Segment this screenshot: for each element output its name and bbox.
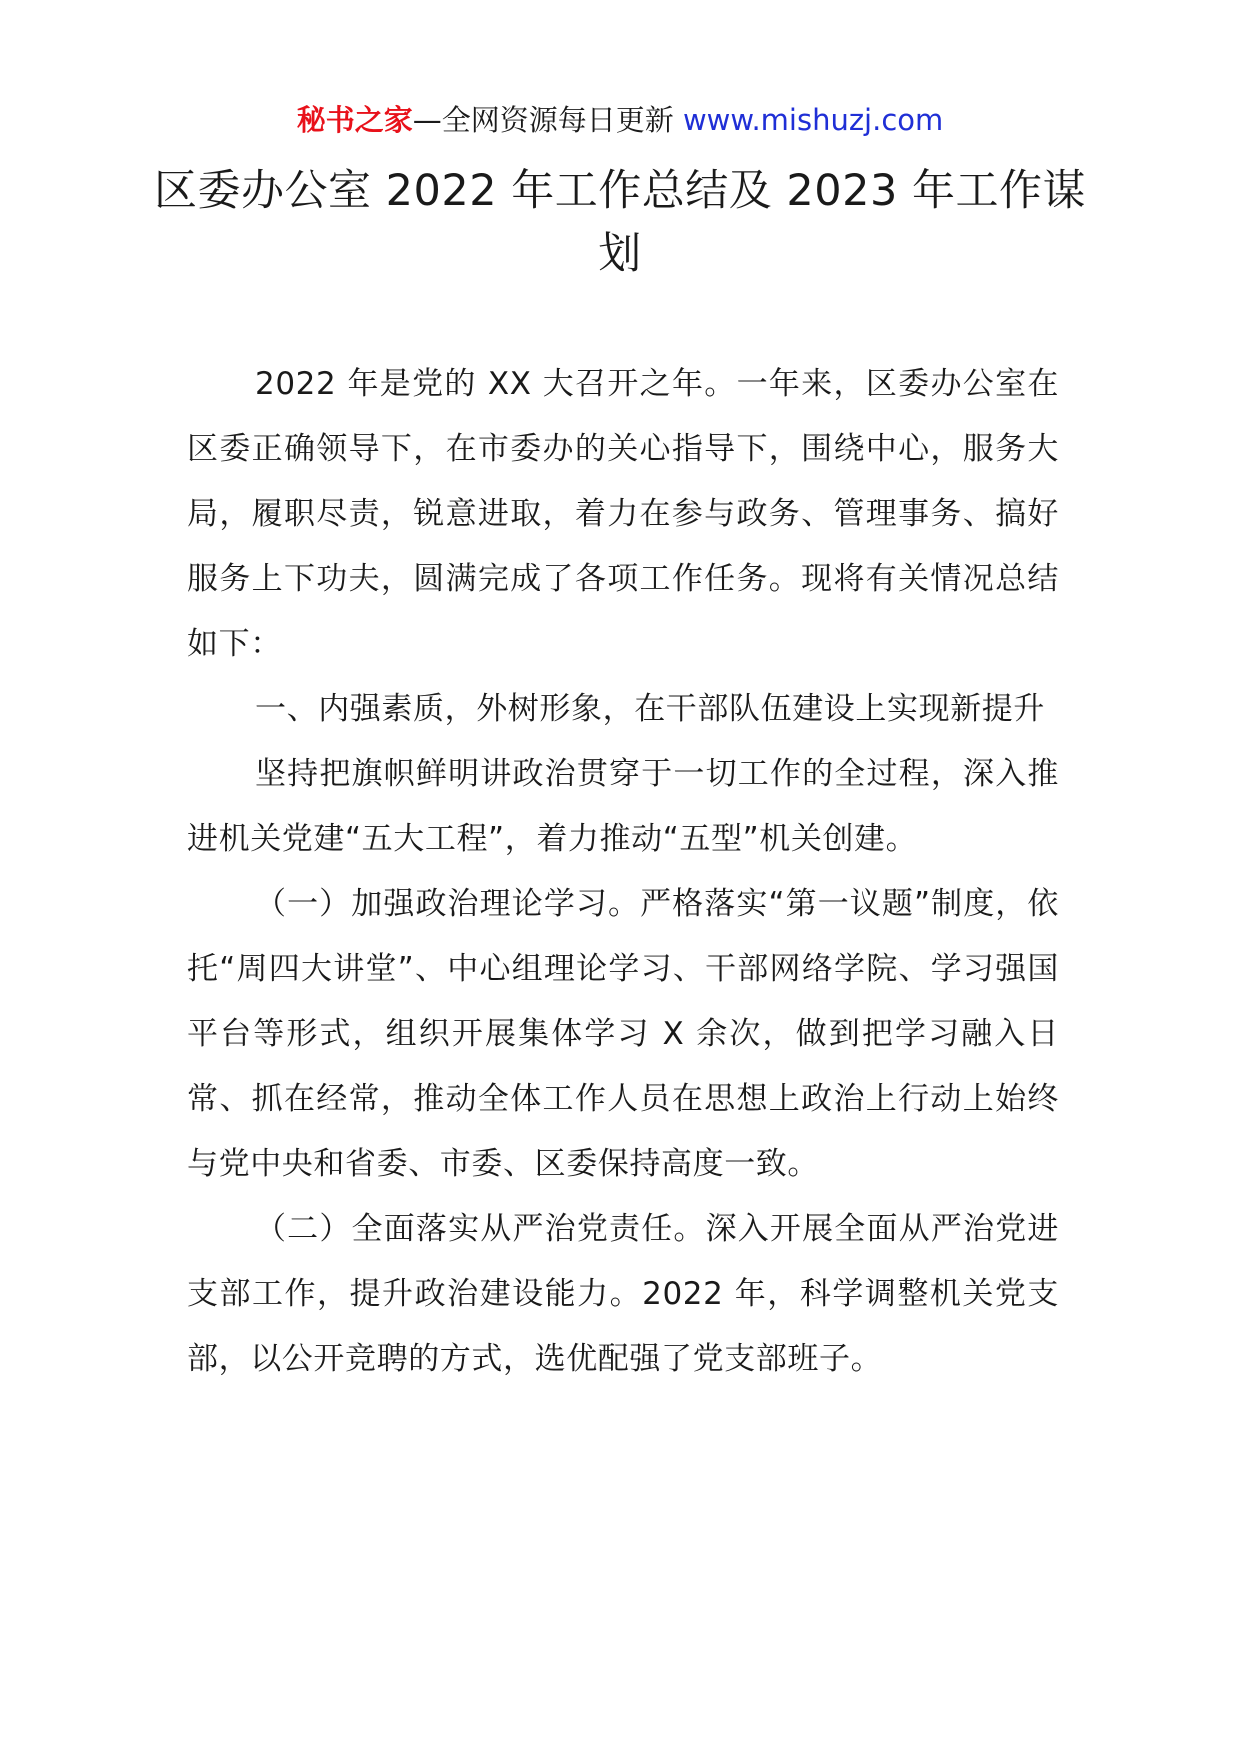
paragraph-section-1: 坚持把旗帜鲜明讲政治贯穿于一切工作的全过程，深入推进机关党建“五大工程”，着力推动“五型”机关创建。	[187, 756, 1059, 857]
document-body	[187, 352, 1059, 1392]
site-header	[0, 100, 1240, 140]
paragraph-intro: 2022 年是党的 XX 大召开之年。一年来，区委办公室在区委正确领导下，在市委办的关心指导下，围绕中心，服务大局，履职尽责，锐意进取，着力在参与政务、管理事务、搞好服务上下功夫，圆满完成了各项工作任务。现将有关情况总结如下：	[187, 366, 1059, 662]
site-url-link[interactable]: www.mishuzj.com	[682, 103, 944, 137]
header-tagline: —全网资源每日更新	[412, 103, 683, 137]
paragraph-item-1: （一）加强政治理论学习。严格落实“第一议题”制度，依托“周四大讲堂”、中心组理论学习、干部网络学院、学习强国平台等形式，组织开展集体学习 X 余次，做到把学习融入日常、抓在经常，推动全体工作人员在思想上政治上行动上始终与党中央和省委、市委、区委保持高度一致。	[187, 886, 1059, 1182]
brand-name: 秘书之家	[296, 103, 413, 137]
section-heading-1: 一、内强素质，外树形象，在干部队伍建设上实现新提升	[255, 691, 1045, 727]
paragraph-item-2: （二）全面落实从严治党责任。深入开展全面从严治党进支部工作，提升政治建设能力。2022 年，科学调整机关党支部，以公开竞聘的方式，选优配强了党支部班子。	[187, 1211, 1059, 1377]
document-title: 区委办公室 2022 年工作总结及 2023 年工作谋划	[153, 166, 1087, 279]
